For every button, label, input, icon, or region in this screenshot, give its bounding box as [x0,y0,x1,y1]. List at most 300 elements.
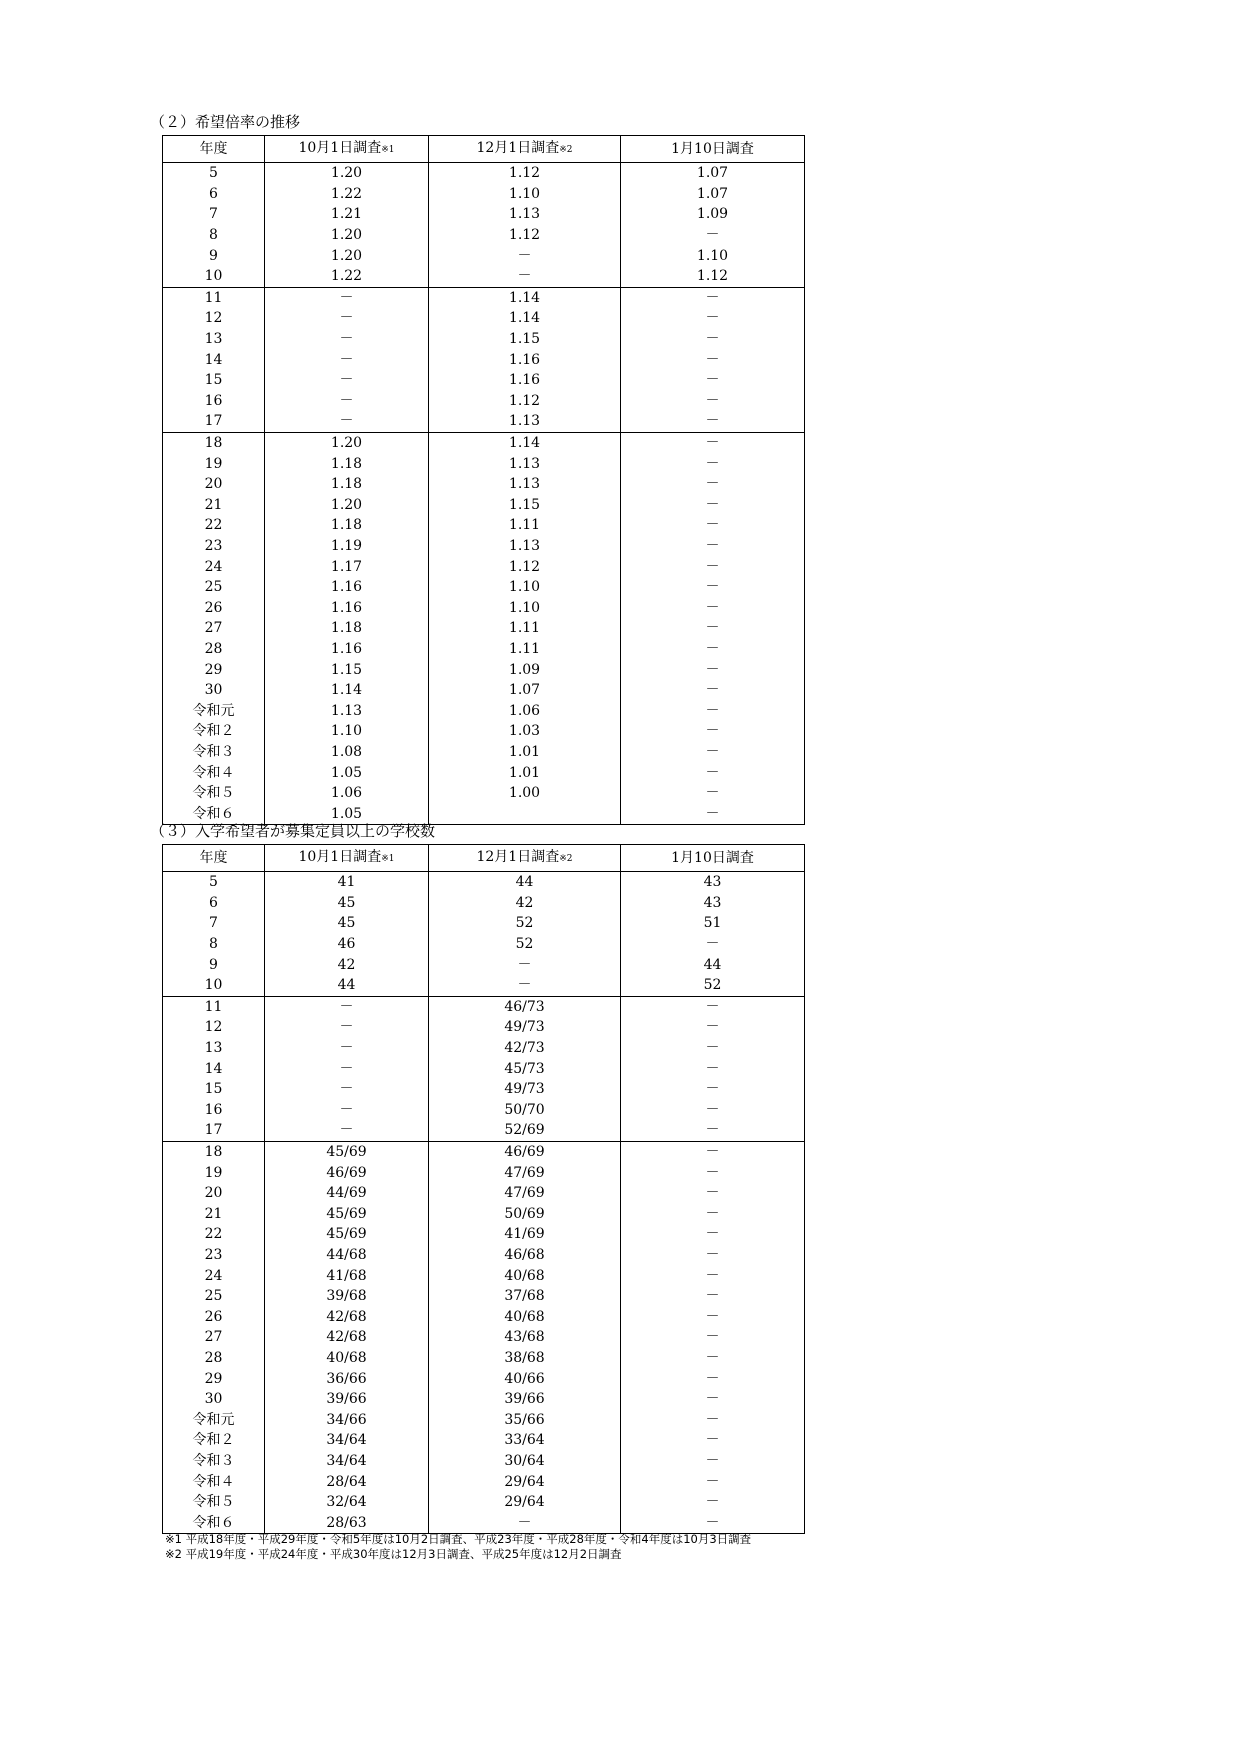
cell-year: 29 [163,659,265,680]
table-row [163,1430,805,1451]
table-row [163,975,805,996]
cell-jan10: － [621,1471,805,1492]
cell-jan10: － [621,1306,805,1327]
cell-year: 6 [163,893,265,914]
cell-jan10: 52 [621,975,805,996]
cell-oct1: － [265,329,429,350]
cell-year: 30 [163,1389,265,1410]
table-row [163,245,805,266]
cell-dec1: 49/73 [429,1079,621,1100]
cell-year: 12 [163,1017,265,1038]
cell-dec1: 40/68 [429,1265,621,1286]
cell-oct1: 42/68 [265,1327,429,1348]
cell-oct1: 42/68 [265,1306,429,1327]
cell-year: 21 [163,495,265,516]
table-row [163,1409,805,1430]
cell-year: 令和４ [163,762,265,783]
table-row [163,639,805,660]
table-row [163,1100,805,1121]
cell-dec1: － [429,1512,621,1533]
cell-year: 15 [163,1079,265,1100]
cell-dec1: 1.01 [429,762,621,783]
cell-oct1: 36/66 [265,1368,429,1389]
cell-dec1: － [429,975,621,996]
cell-jan10: － [621,1141,805,1162]
table-row [163,1079,805,1100]
cell-jan10: 1.07 [621,163,805,184]
cell-jan10: － [621,700,805,721]
cell-oct1: 1.20 [265,495,429,516]
cell-dec1: 40/66 [429,1368,621,1389]
cell-year: 令和６ [163,803,265,824]
cell-dec1: 41/69 [429,1224,621,1245]
table-row [163,1368,805,1389]
cell-dec1: 1.01 [429,742,621,763]
cell-jan10: 44 [621,954,805,975]
table-row [163,1120,805,1141]
cell-dec1: 45/73 [429,1058,621,1079]
cell-oct1: 1.14 [265,680,429,701]
cell-oct1: 45/69 [265,1224,429,1245]
cell-jan10: － [621,934,805,955]
table-row [163,954,805,975]
table-row [163,225,805,246]
cell-jan10: － [621,762,805,783]
cell-year: 7 [163,913,265,934]
table-row [163,1306,805,1327]
header-oct1: 10月1日調査※1 [265,845,429,872]
table-row [163,1348,805,1369]
school-count-body [163,872,805,1534]
cell-jan10: － [621,680,805,701]
table-row [163,659,805,680]
cell-dec1: － [429,245,621,266]
cell-year: 令和元 [163,1409,265,1430]
table-row [163,329,805,350]
cell-oct1: 44/68 [265,1245,429,1266]
cell-jan10: 1.07 [621,184,805,205]
cell-year: 19 [163,453,265,474]
cell-jan10: － [621,515,805,536]
cell-dec1: 1.15 [429,495,621,516]
table-row [163,1038,805,1059]
cell-year: 10 [163,975,265,996]
cell-jan10: － [621,225,805,246]
cell-year: 30 [163,680,265,701]
cell-dec1: 35/66 [429,1409,621,1430]
cell-dec1: 44 [429,872,621,893]
cell-jan10: － [621,1265,805,1286]
cell-year: 27 [163,1327,265,1348]
cell-year: 17 [163,411,265,432]
cell-oct1: 1.08 [265,742,429,763]
cell-dec1: 50/70 [429,1100,621,1121]
table-row [163,996,805,1017]
cell-oct1: － [265,391,429,412]
table-row [163,1512,805,1533]
cell-dec1: 46/73 [429,996,621,1017]
table-row [163,1017,805,1038]
table-row [163,163,805,184]
header-dec1: 12月1日調査※2 [429,136,621,163]
cell-dec1: 1.00 [429,783,621,804]
cell-dec1: 1.13 [429,411,621,432]
footnote-2: ※2 平成19年度・平成24年度・平成30年度は12月3日調査、平成25年度は12月2日調査 [165,1547,622,1561]
cell-dec1: 1.09 [429,659,621,680]
cell-year: 18 [163,432,265,453]
cell-jan10: － [621,1327,805,1348]
cell-jan10: 1.12 [621,266,805,287]
cell-year: 5 [163,163,265,184]
cell-year: 11 [163,996,265,1017]
cell-dec1: 1.16 [429,370,621,391]
cell-oct1: － [265,1079,429,1100]
cell-dec1: 1.13 [429,453,621,474]
cell-oct1: － [265,349,429,370]
table-row [163,783,805,804]
table-row [163,370,805,391]
table-row [163,597,805,618]
cell-oct1: 1.15 [265,659,429,680]
table-row [163,1224,805,1245]
table-row [163,1327,805,1348]
cell-dec1: 38/68 [429,1348,621,1369]
cell-year: 24 [163,1265,265,1286]
header-oct1: 10月1日調査※1 [265,136,429,163]
cell-dec1: 1.10 [429,184,621,205]
cell-jan10: － [621,1245,805,1266]
cell-jan10: 43 [621,893,805,914]
cell-dec1: 42 [429,893,621,914]
cell-dec1: 50/69 [429,1204,621,1225]
table-row [163,1141,805,1162]
cell-year: 28 [163,1348,265,1369]
cell-year: 14 [163,349,265,370]
cell-oct1: 41 [265,872,429,893]
cell-jan10: － [621,1079,805,1100]
cell-oct1: 28/64 [265,1471,429,1492]
cell-year: 27 [163,618,265,639]
cell-dec1: 43/68 [429,1327,621,1348]
cell-year: 令和３ [163,742,265,763]
cell-oct1: 34/64 [265,1430,429,1451]
cell-oct1: 1.20 [265,163,429,184]
cell-jan10: － [621,1120,805,1141]
header-year: 年度 [163,136,265,163]
table-row [163,1162,805,1183]
cell-oct1: 40/68 [265,1348,429,1369]
table-row [163,266,805,287]
cell-dec1: 1.13 [429,204,621,225]
table-row [163,1492,805,1513]
cell-jan10: 51 [621,913,805,934]
cell-jan10: － [621,996,805,1017]
cell-year: 20 [163,1183,265,1204]
cell-dec1: 42/73 [429,1038,621,1059]
cell-jan10: － [621,1409,805,1430]
cell-dec1: 1.11 [429,618,621,639]
section3-title: （３）入学希望者が募集定員以上の学校数 [150,822,436,840]
cell-oct1: 1.17 [265,556,429,577]
cell-jan10: － [621,597,805,618]
table-row [163,1389,805,1410]
cell-year: 令和６ [163,1512,265,1533]
table-row [163,1451,805,1472]
cell-oct1: － [265,287,429,308]
table-row [163,411,805,432]
cell-jan10: － [621,453,805,474]
cell-dec1: 37/68 [429,1286,621,1307]
cell-oct1: － [265,370,429,391]
cell-dec1: 1.14 [429,308,621,329]
cell-oct1: 34/66 [265,1409,429,1430]
table-row [163,721,805,742]
cell-year: 26 [163,597,265,618]
cell-year: 23 [163,536,265,557]
cell-oct1: 45 [265,893,429,914]
cell-dec1: 49/73 [429,1017,621,1038]
cell-year: 14 [163,1058,265,1079]
cell-jan10: － [621,349,805,370]
cell-oct1: 28/63 [265,1512,429,1533]
cell-oct1: － [265,308,429,329]
hope-ratio-table [162,135,805,825]
table-row [163,1471,805,1492]
cell-dec1: － [429,266,621,287]
table-row [163,1265,805,1286]
cell-oct1: 1.16 [265,577,429,598]
cell-dec1: 1.14 [429,287,621,308]
cell-oct1: － [265,996,429,1017]
cell-oct1: 46/69 [265,1162,429,1183]
cell-oct1: 32/64 [265,1492,429,1513]
cell-dec1: 1.16 [429,349,621,370]
cell-jan10: － [621,1451,805,1472]
cell-dec1: 46/69 [429,1141,621,1162]
cell-oct1: 1.18 [265,474,429,495]
cell-year: 28 [163,639,265,660]
cell-dec1: 52 [429,934,621,955]
cell-dec1: 30/64 [429,1451,621,1472]
cell-oct1: 46 [265,934,429,955]
cell-oct1: － [265,1120,429,1141]
header-dec1: 12月1日調査※2 [429,845,621,872]
table-row [163,1286,805,1307]
cell-dec1: 39/66 [429,1389,621,1410]
cell-oct1: 1.16 [265,597,429,618]
table-row [163,287,805,308]
cell-oct1: 1.18 [265,515,429,536]
cell-oct1: 1.21 [265,204,429,225]
cell-dec1: 1.10 [429,597,621,618]
cell-year: 25 [163,577,265,598]
cell-jan10: － [621,803,805,824]
cell-oct1: 44/69 [265,1183,429,1204]
cell-jan10: － [621,432,805,453]
cell-year: 6 [163,184,265,205]
cell-jan10: － [621,1286,805,1307]
cell-year: 7 [163,204,265,225]
cell-dec1: 1.12 [429,225,621,246]
footnote-1: ※1 平成18年度・平成29年度・令和5年度は10月2日調査、平成23年度・平成28年度・令和4年度は10月3日調査 [165,1532,752,1546]
table-row [163,872,805,893]
cell-jan10: 1.09 [621,204,805,225]
cell-dec1: 46/68 [429,1245,621,1266]
cell-dec1: 1.14 [429,432,621,453]
cell-jan10: － [621,1162,805,1183]
cell-dec1: 29/64 [429,1492,621,1513]
cell-oct1: 1.05 [265,762,429,783]
cell-jan10: 43 [621,872,805,893]
footnotes [165,1532,751,1562]
table-header-row [163,845,805,872]
cell-year: 8 [163,225,265,246]
cell-dec1: 1.11 [429,639,621,660]
cell-year: 令和４ [163,1471,265,1492]
section2-title: （２）希望倍率の推移 [150,113,301,131]
cell-year: 令和５ [163,1492,265,1513]
cell-year: 19 [163,1162,265,1183]
cell-oct1: － [265,1100,429,1121]
table-row [163,1058,805,1079]
table-row [163,204,805,225]
cell-year: 20 [163,474,265,495]
cell-year: 29 [163,1368,265,1389]
cell-oct1: 39/66 [265,1389,429,1410]
cell-jan10: － [621,495,805,516]
table-row [163,515,805,536]
school-count-table [162,844,805,1534]
cell-oct1: 1.06 [265,783,429,804]
cell-year: 22 [163,1224,265,1245]
cell-dec1: 1.12 [429,163,621,184]
cell-year: 9 [163,954,265,975]
cell-oct1: － [265,411,429,432]
cell-year: 12 [163,308,265,329]
cell-year: 22 [163,515,265,536]
table-row [163,1183,805,1204]
cell-jan10: 1.10 [621,245,805,266]
cell-dec1: 47/69 [429,1183,621,1204]
cell-year: 令和元 [163,700,265,721]
cell-dec1: 52/69 [429,1120,621,1141]
cell-oct1: － [265,1038,429,1059]
table-row [163,893,805,914]
table-row [163,1245,805,1266]
cell-jan10: － [621,1017,805,1038]
cell-dec1: － [429,954,621,975]
table-row [163,474,805,495]
cell-jan10: － [621,536,805,557]
cell-jan10: － [621,1224,805,1245]
table-header-row [163,136,805,163]
cell-year: 15 [163,370,265,391]
cell-year: 16 [163,1100,265,1121]
cell-jan10: － [621,1368,805,1389]
cell-oct1: 45/69 [265,1141,429,1162]
cell-year: 10 [163,266,265,287]
cell-year: 23 [163,1245,265,1266]
cell-oct1: 1.20 [265,245,429,266]
cell-year: 26 [163,1306,265,1327]
cell-oct1: 42 [265,954,429,975]
cell-year: 令和５ [163,783,265,804]
cell-jan10: － [621,411,805,432]
cell-oct1: 1.13 [265,700,429,721]
cell-jan10: － [621,1348,805,1369]
cell-dec1: 40/68 [429,1306,621,1327]
cell-oct1: 1.22 [265,184,429,205]
cell-dec1: 29/64 [429,1471,621,1492]
cell-year: 13 [163,329,265,350]
cell-jan10: － [621,659,805,680]
cell-jan10: － [621,577,805,598]
cell-dec1: 1.07 [429,680,621,701]
cell-year: 25 [163,1286,265,1307]
cell-oct1: 1.20 [265,225,429,246]
table-row [163,1204,805,1225]
header-jan10: 1月10日調査 [621,845,805,872]
cell-jan10: － [621,1389,805,1410]
cell-jan10: － [621,1492,805,1513]
table-row [163,934,805,955]
cell-jan10: － [621,1183,805,1204]
cell-oct1: 1.18 [265,453,429,474]
cell-dec1: 1.11 [429,515,621,536]
cell-dec1: 1.03 [429,721,621,742]
cell-oct1: 45 [265,913,429,934]
cell-oct1: 39/68 [265,1286,429,1307]
table-row [163,680,805,701]
table-row [163,556,805,577]
table-row [163,913,805,934]
hope-ratio-body [163,163,805,825]
header-year: 年度 [163,845,265,872]
cell-jan10: － [621,1512,805,1533]
cell-oct1: 44 [265,975,429,996]
cell-year: 11 [163,287,265,308]
cell-dec1: 1.10 [429,577,621,598]
cell-oct1: － [265,1058,429,1079]
table-row [163,308,805,329]
table-row [163,618,805,639]
cell-oct1: 1.18 [265,618,429,639]
cell-year: 令和２ [163,1430,265,1451]
table-row [163,495,805,516]
table-row [163,536,805,557]
cell-year: 16 [163,391,265,412]
cell-oct1: 1.20 [265,432,429,453]
cell-dec1: 1.13 [429,536,621,557]
cell-dec1: 1.06 [429,700,621,721]
cell-dec1: 1.13 [429,474,621,495]
header-jan10: 1月10日調査 [621,136,805,163]
cell-jan10: － [621,391,805,412]
cell-jan10: － [621,721,805,742]
table-row [163,453,805,474]
cell-jan10: － [621,474,805,495]
cell-year: 18 [163,1141,265,1162]
table-row [163,391,805,412]
cell-dec1 [429,803,621,824]
cell-oct1: 41/68 [265,1265,429,1286]
cell-oct1: 34/64 [265,1451,429,1472]
cell-jan10: － [621,639,805,660]
cell-dec1: 47/69 [429,1162,621,1183]
cell-year: 9 [163,245,265,266]
cell-year: 令和３ [163,1451,265,1472]
cell-year: 令和２ [163,721,265,742]
